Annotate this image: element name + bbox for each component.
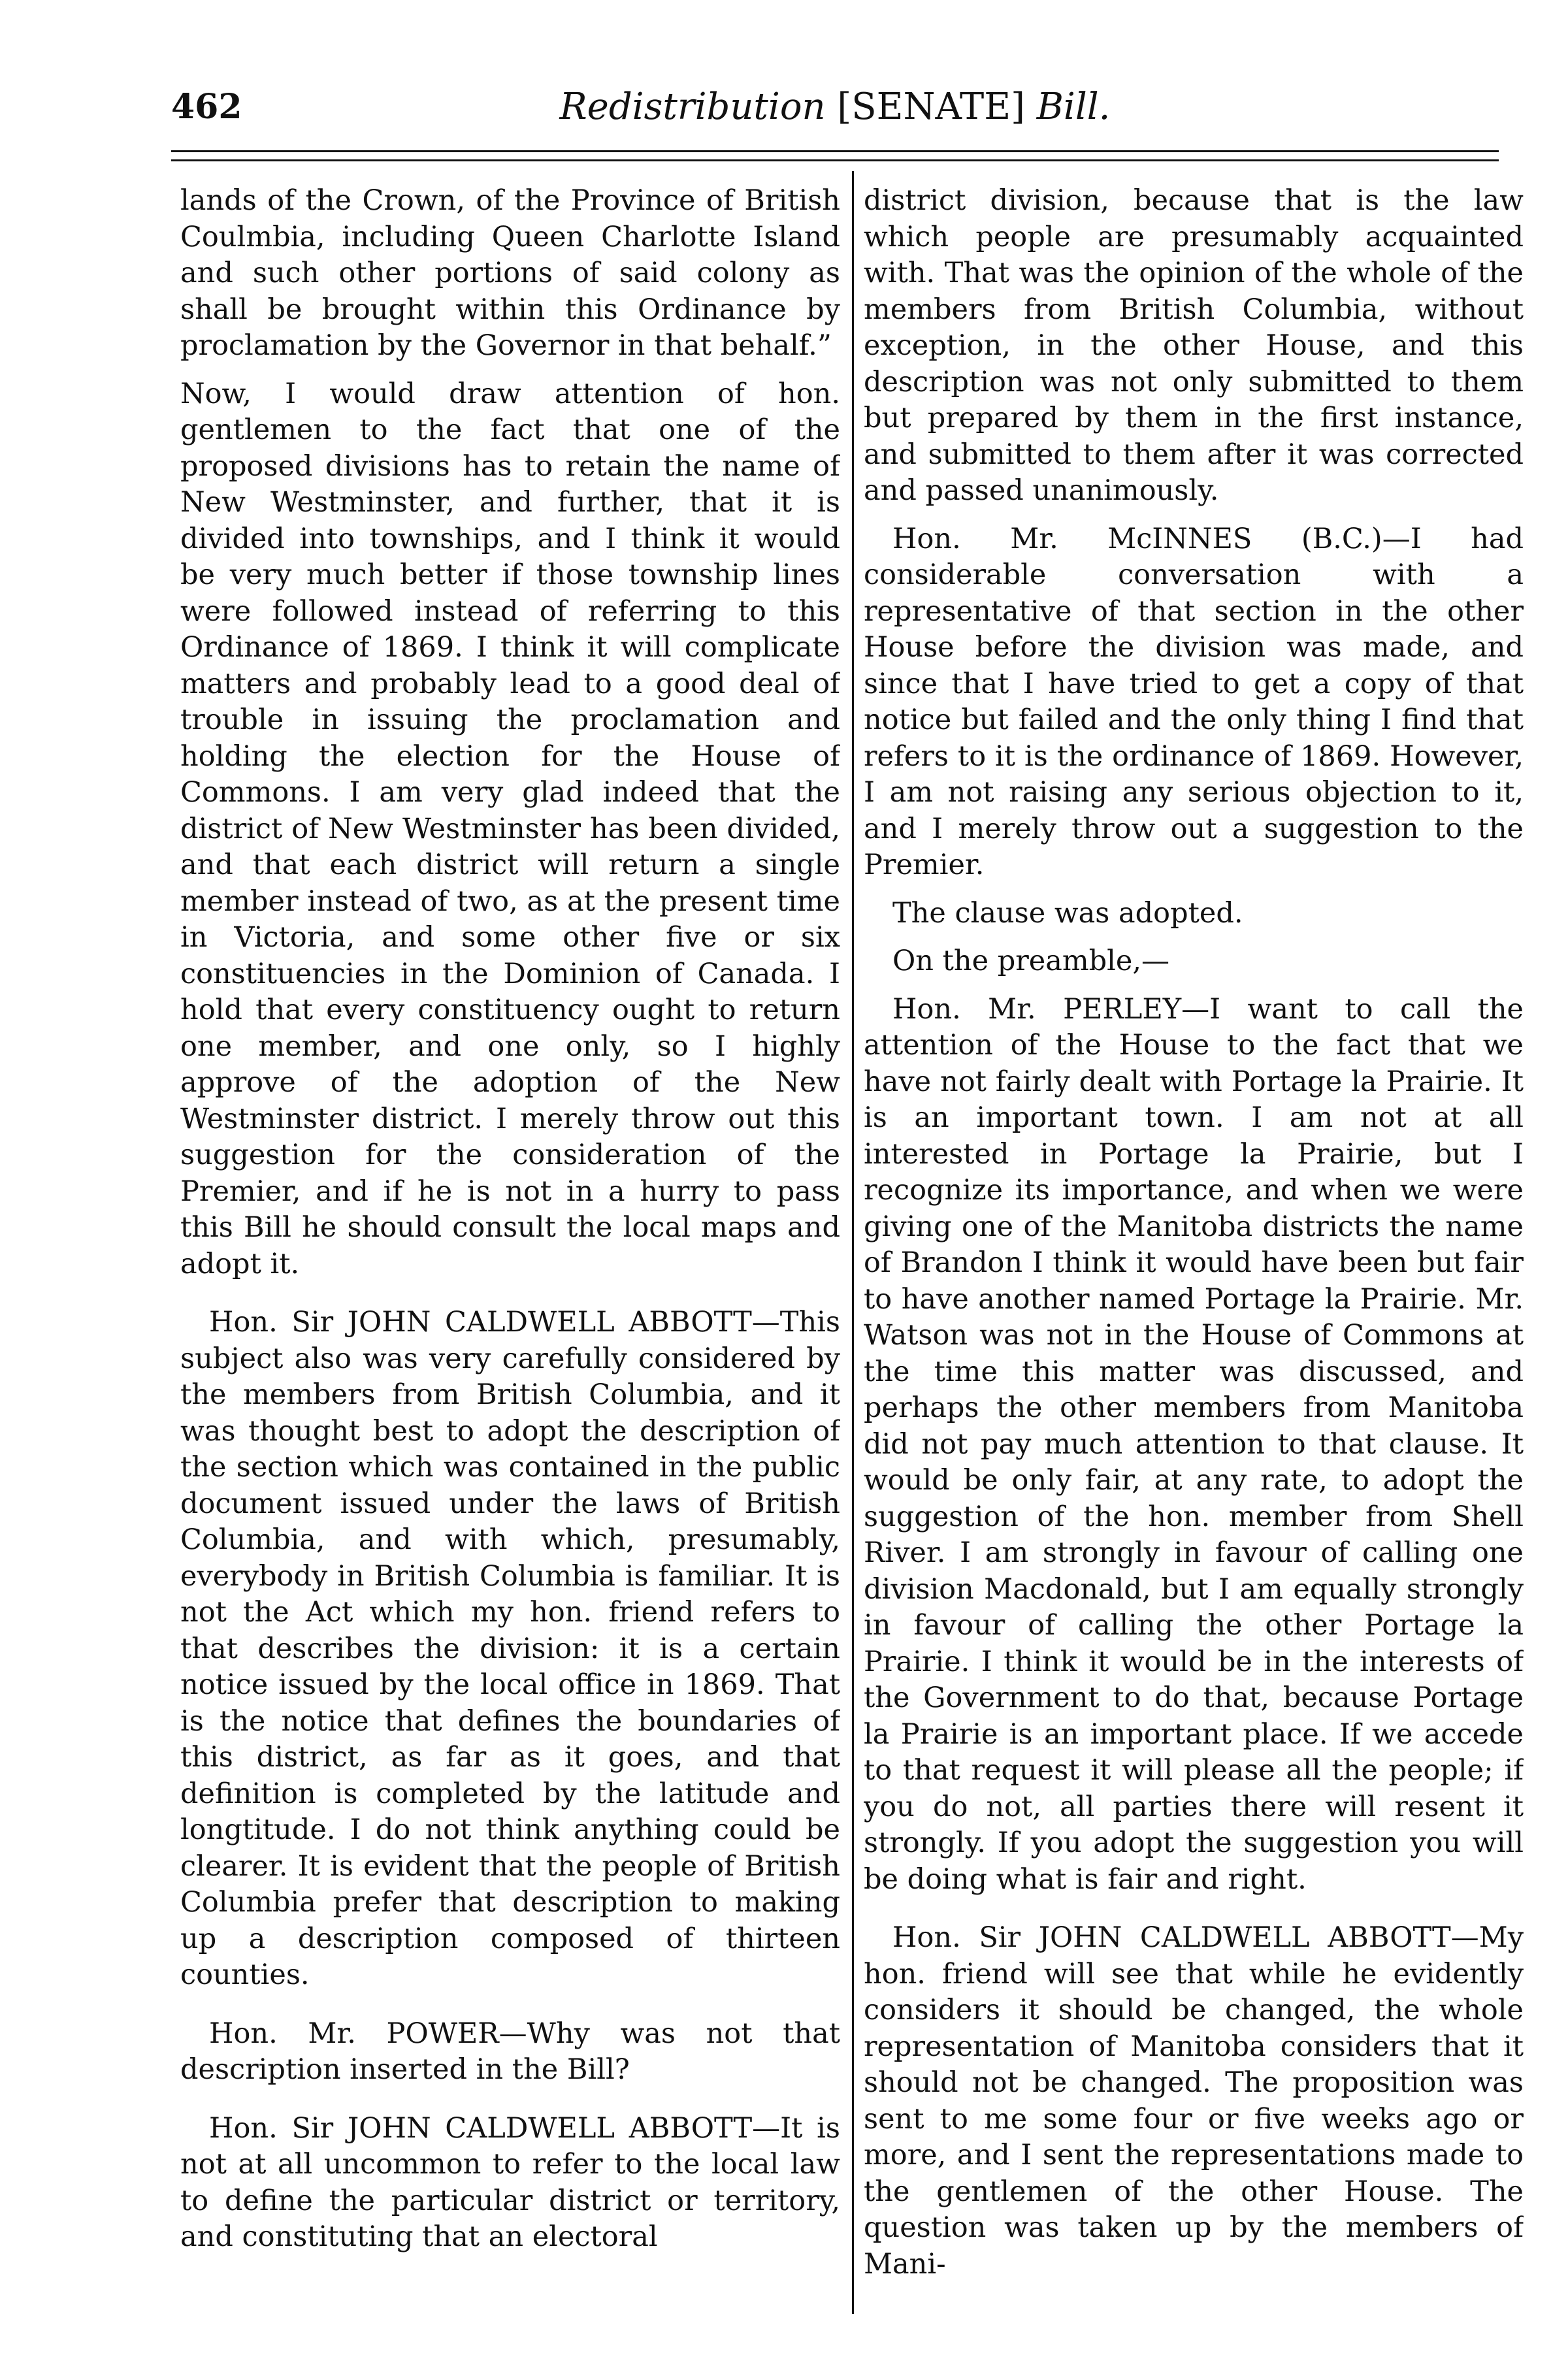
paragraph-continued: lands of the Crown, of the Province of British Coulmbia, including Queen Charlotte Island and such other portions of said colony as shall be brought within this Ordinance by proclamation by the Governor in that behalf.”: [180, 184, 840, 362]
speech-paragraph: Hon. Mr. POWER—Why was not that description inserted in the Bill?: [180, 2017, 840, 2086]
paragraph: Now, I would draw attention of hon. gentlemen to the fact that one of the proposed divisions has to retain the name of New Westminster, and further, that it is divided into townships, and I think it would be very much better if those township lines were followed instead of referring to this Ordinance of 1869. I think it will complicate matters and probably lead to a good deal of trouble in issuing the proclamation and holding the election for the House of Commons. I am very glad indeed that the district of New Westminster has been divided, and that each district will return a single member instead of two, as at the present time in Victoria, and some other five or six constituencies in the Dominion of Canada. I hold that every constituency ought to return one member, and one only, so I highly approve of the adoption of the New Westminster district. I merely throw out this suggestion for the consideration of the Premier, and if he is not in a hurry to pass this Bill he should consult the local maps and adopt it.: [180, 377, 840, 1280]
running-head-center: [SENATE]: [837, 86, 1025, 128]
header-rule-lower: [171, 159, 1499, 161]
speech-paragraph: Hon. Sir JOHN CALDWELL ABBOTT—This subject also was very carefully considered by the members from British Columbia, and it was thought best to adopt the description of the section which was contained in the public document issued under the laws of British Columbia, and with which, presumably, everybody in British Columbia is familiar. It is not the Act which my hon. friend refers to that describes the division: it is a certain notice issued by the local office in 1869. That is the notice that defines the boundaries of this district, as far as it goes, and that definition is completed by the latitude and longtitude. I do not think anything could be clearer. It is evident that the people of British Columbia prefer that description to making up a description composed of thirteen counties.: [180, 1306, 840, 1991]
running-head-right: Bill.: [1036, 86, 1111, 128]
page-header: [171, 81, 1499, 133]
left-column: [180, 183, 840, 2332]
procedural-note: The clause was adopted.: [892, 896, 1243, 930]
page-number: 462: [171, 87, 242, 127]
right-column: [864, 183, 1524, 2332]
procedural-note: On the preamble,—: [892, 945, 1170, 977]
running-head: [171, 81, 1499, 133]
speech-paragraph: Hon. Sir JOHN CALDWELL ABBOTT—My hon. friend will see that while he evidently considers it should be changed, the whole representation of Manitoba considers that it should not be changed. The proposition was sent to me some four or five weeks ago or more, and I sent the representations made to the gentlemen of the other House. The question was taken up by the members of Mani-: [864, 1921, 1524, 2281]
running-head-left: Redistribution: [559, 86, 826, 128]
header-rule-upper: [171, 150, 1499, 152]
speech-paragraph: Hon. Sir JOHN CALDWELL ABBOTT—It is not at all uncommon to refer to the local law to define the particular district or territory, and constituting that an electoral: [180, 2111, 840, 2253]
speech-paragraph: Hon. Mr. PERLEY—I want to call the attention of the House to the fact that we have not fairly dealt with Portage la Prairie. It is an important town. I am not at all interested in Portage la Prairie, but I recognize its importance, and when we were giving one of the Manitoba districts the name of Brandon I think it would have been but fair to have another named Portage la Prairie. Mr. Watson was not in the House of Commons at the time this matter was discussed, and perhaps the other members from Manitoba did not pay much attention to that clause. It would be only fair, at any rate, to adopt the suggestion of the hon. member from Shell River. I am strongly in favour of calling one division Macdonald, but I am equally strongly in favour of calling the other Portage la Prairie. I think it would be in the interests of the Government to do that, because Portage la Prairie is an important place. If we accede to that request it will please all the people; if you do not, all parties there will resent it strongly. If you adopt the suggestion you will be doing what is fair and right.: [864, 992, 1524, 1896]
speech-paragraph: Hon. Mr. McINNES (B.C.)—I had considerable conversation with a representative of that section in the other House before the division was made, and since that I have tried to get a copy of that notice but failed and the only thing I find that refers to it is the ordinance of 1869. However, I am not raising any serious objection to it, and I merely throw out a suggestion to the Premier.: [864, 522, 1524, 881]
paragraph-continued: district division, because that is the law which people are presumably acquainted with. That was the opinion of the whole of the members from British Columbia, without exception, in the other House, and this description was not only submitted to them but prepared by them in the first instance, and submitted to them after it was corrected and passed unanimously.: [864, 184, 1524, 507]
column-divider: [852, 171, 854, 2314]
